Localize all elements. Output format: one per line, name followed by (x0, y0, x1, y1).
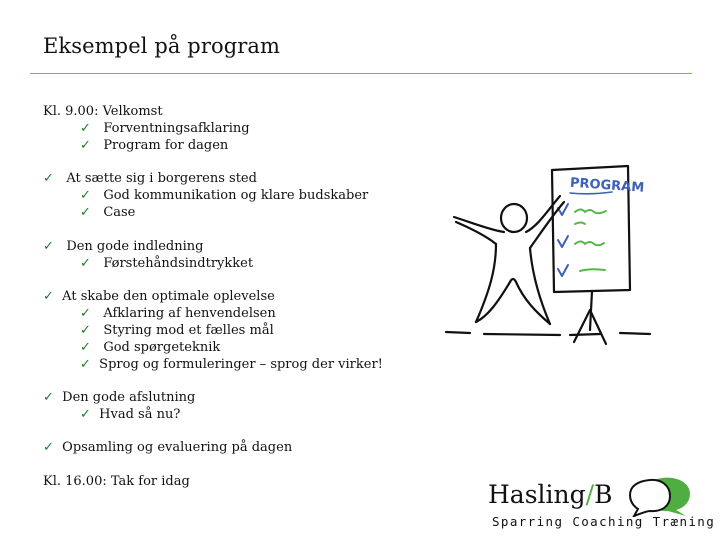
check-icon: ✓ (43, 171, 54, 186)
agenda-section: ✓ At skabe den optimale oplevelse (43, 289, 275, 304)
board-heading: PROGRAM (569, 175, 645, 196)
board-check-icon (558, 236, 568, 247)
check-icon: ✓ (80, 138, 91, 153)
list-item: ✓ Førstehåndsindtrykket (80, 256, 254, 271)
check-icon: ✓ (80, 340, 91, 355)
check-icon: ✓ (80, 188, 91, 203)
agenda-end: Kl. 16.00: Tak for idag (43, 474, 190, 489)
speech-bubbles-icon (628, 472, 698, 517)
check-icon: ✓ (80, 205, 91, 220)
list-item: ✓ Case (80, 205, 136, 220)
board-check-icon (558, 204, 568, 215)
list-item: ✓ God kommunikation og klare budskaber (80, 188, 369, 203)
check-icon: ✓ (80, 323, 91, 338)
agenda-section: ✓ Den gode indledning (43, 239, 204, 254)
check-icon: ✓ (80, 121, 91, 136)
person-presenting-flipchart-icon (440, 160, 690, 360)
board-check-icon (558, 265, 568, 276)
check-icon: ✓ (43, 289, 54, 304)
list-item: ✓ Program for dagen (80, 138, 229, 153)
logo-wordmark: Hasling/B (488, 480, 613, 509)
agenda-section: ✓ Opsamling og evaluering på dagen (43, 440, 293, 455)
list-item: ✓ God spørgeteknik (80, 340, 221, 355)
list-item: ✓ Hvad så nu? (80, 407, 181, 422)
logo-tagline: Sparring Coaching Træning (492, 514, 716, 529)
check-icon: ✓ (43, 440, 54, 455)
agenda-section: ✓ Den gode afslutning (43, 390, 196, 405)
check-icon: ✓ (80, 407, 91, 422)
agenda-start: Kl. 9.00: Velkomst (43, 104, 163, 119)
list-item: ✓ Sprog og formuleringer – sprog der virker! (80, 357, 383, 372)
page-title: Eksempel på program (43, 34, 281, 58)
check-icon: ✓ (80, 357, 91, 372)
list-item: ✓ Styring mod et fælles mål (80, 323, 274, 338)
check-icon: ✓ (80, 256, 91, 271)
check-icon: ✓ (43, 239, 54, 254)
check-icon: ✓ (43, 390, 54, 405)
check-icon: ✓ (80, 306, 91, 321)
title-divider (30, 73, 692, 74)
list-item: ✓ Forventningsafklaring (80, 121, 250, 136)
agenda-section: ✓ At sætte sig i borgerens sted (43, 171, 257, 186)
list-item: ✓ Afklaring af henvendelsen (80, 306, 276, 321)
